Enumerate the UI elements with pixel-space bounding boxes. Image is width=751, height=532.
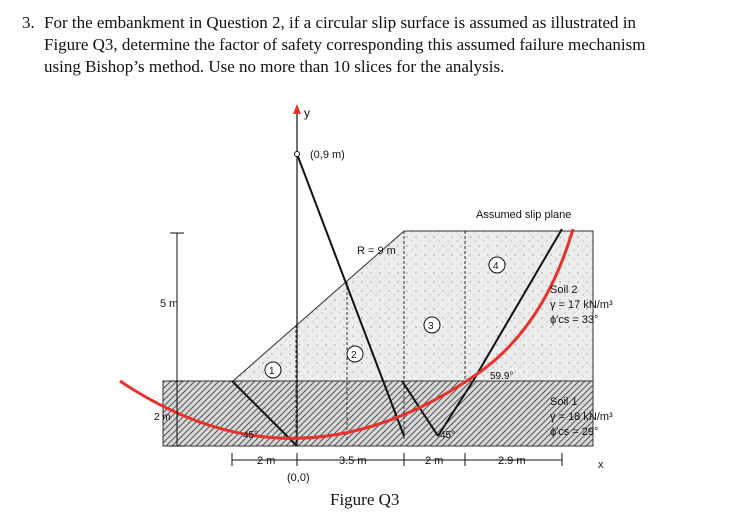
soil2-name: Soil 2	[550, 284, 578, 296]
soil2-phi: ϕ′cs = 33°	[550, 314, 599, 326]
dim-label: 2 m	[257, 455, 276, 467]
slice-number: 3	[428, 321, 434, 332]
origin-label: (0,0)	[287, 472, 310, 484]
question-line-1: For the embankment in Question 2, if a circular slip surface is assumed as illustrated in	[44, 13, 637, 32]
soil1-layer	[163, 381, 593, 446]
soil1-gamma: γ = 18 kN/m³	[550, 411, 613, 423]
radius-label: R = 9 m	[357, 245, 396, 257]
soil2-gamma: γ = 17 kN/m³	[550, 299, 613, 311]
y-axis-arrow	[293, 104, 301, 114]
slice-number: 4	[493, 261, 499, 272]
center-label: (0,9 m)	[310, 149, 345, 161]
x-axis-label: x	[598, 459, 604, 471]
slip-plane-label: Assumed slip plane	[476, 209, 572, 221]
slice-number: 1	[269, 366, 275, 377]
height-label: 5 m	[160, 298, 179, 310]
angle-right-label: 45°	[440, 430, 456, 441]
y-axis-label: y	[304, 106, 310, 120]
figure-caption: Figure Q3	[330, 490, 400, 509]
angle-left-label: 45°	[243, 430, 259, 441]
soil1-name: Soil 1	[550, 396, 578, 408]
center-point	[295, 152, 300, 157]
angle-exit-label: 59.9°	[490, 371, 514, 382]
slice-number: 2	[351, 350, 357, 361]
dim-label: 2 m	[425, 455, 444, 467]
soil1-phi: ϕ′cs = 29°	[550, 426, 599, 438]
question-number: 3.	[22, 13, 35, 32]
dim-label: 3.5 m	[339, 455, 367, 467]
question-line-2: Figure Q3, determine the factor of safety corresponding this assumed failure mechanism	[44, 35, 646, 54]
dim-label: 2.9 m	[498, 455, 526, 467]
depth-label: 2 m	[154, 412, 171, 423]
question-line-3: using Bishop’s method. Use no more than 10 slices for the analysis.	[44, 57, 505, 76]
